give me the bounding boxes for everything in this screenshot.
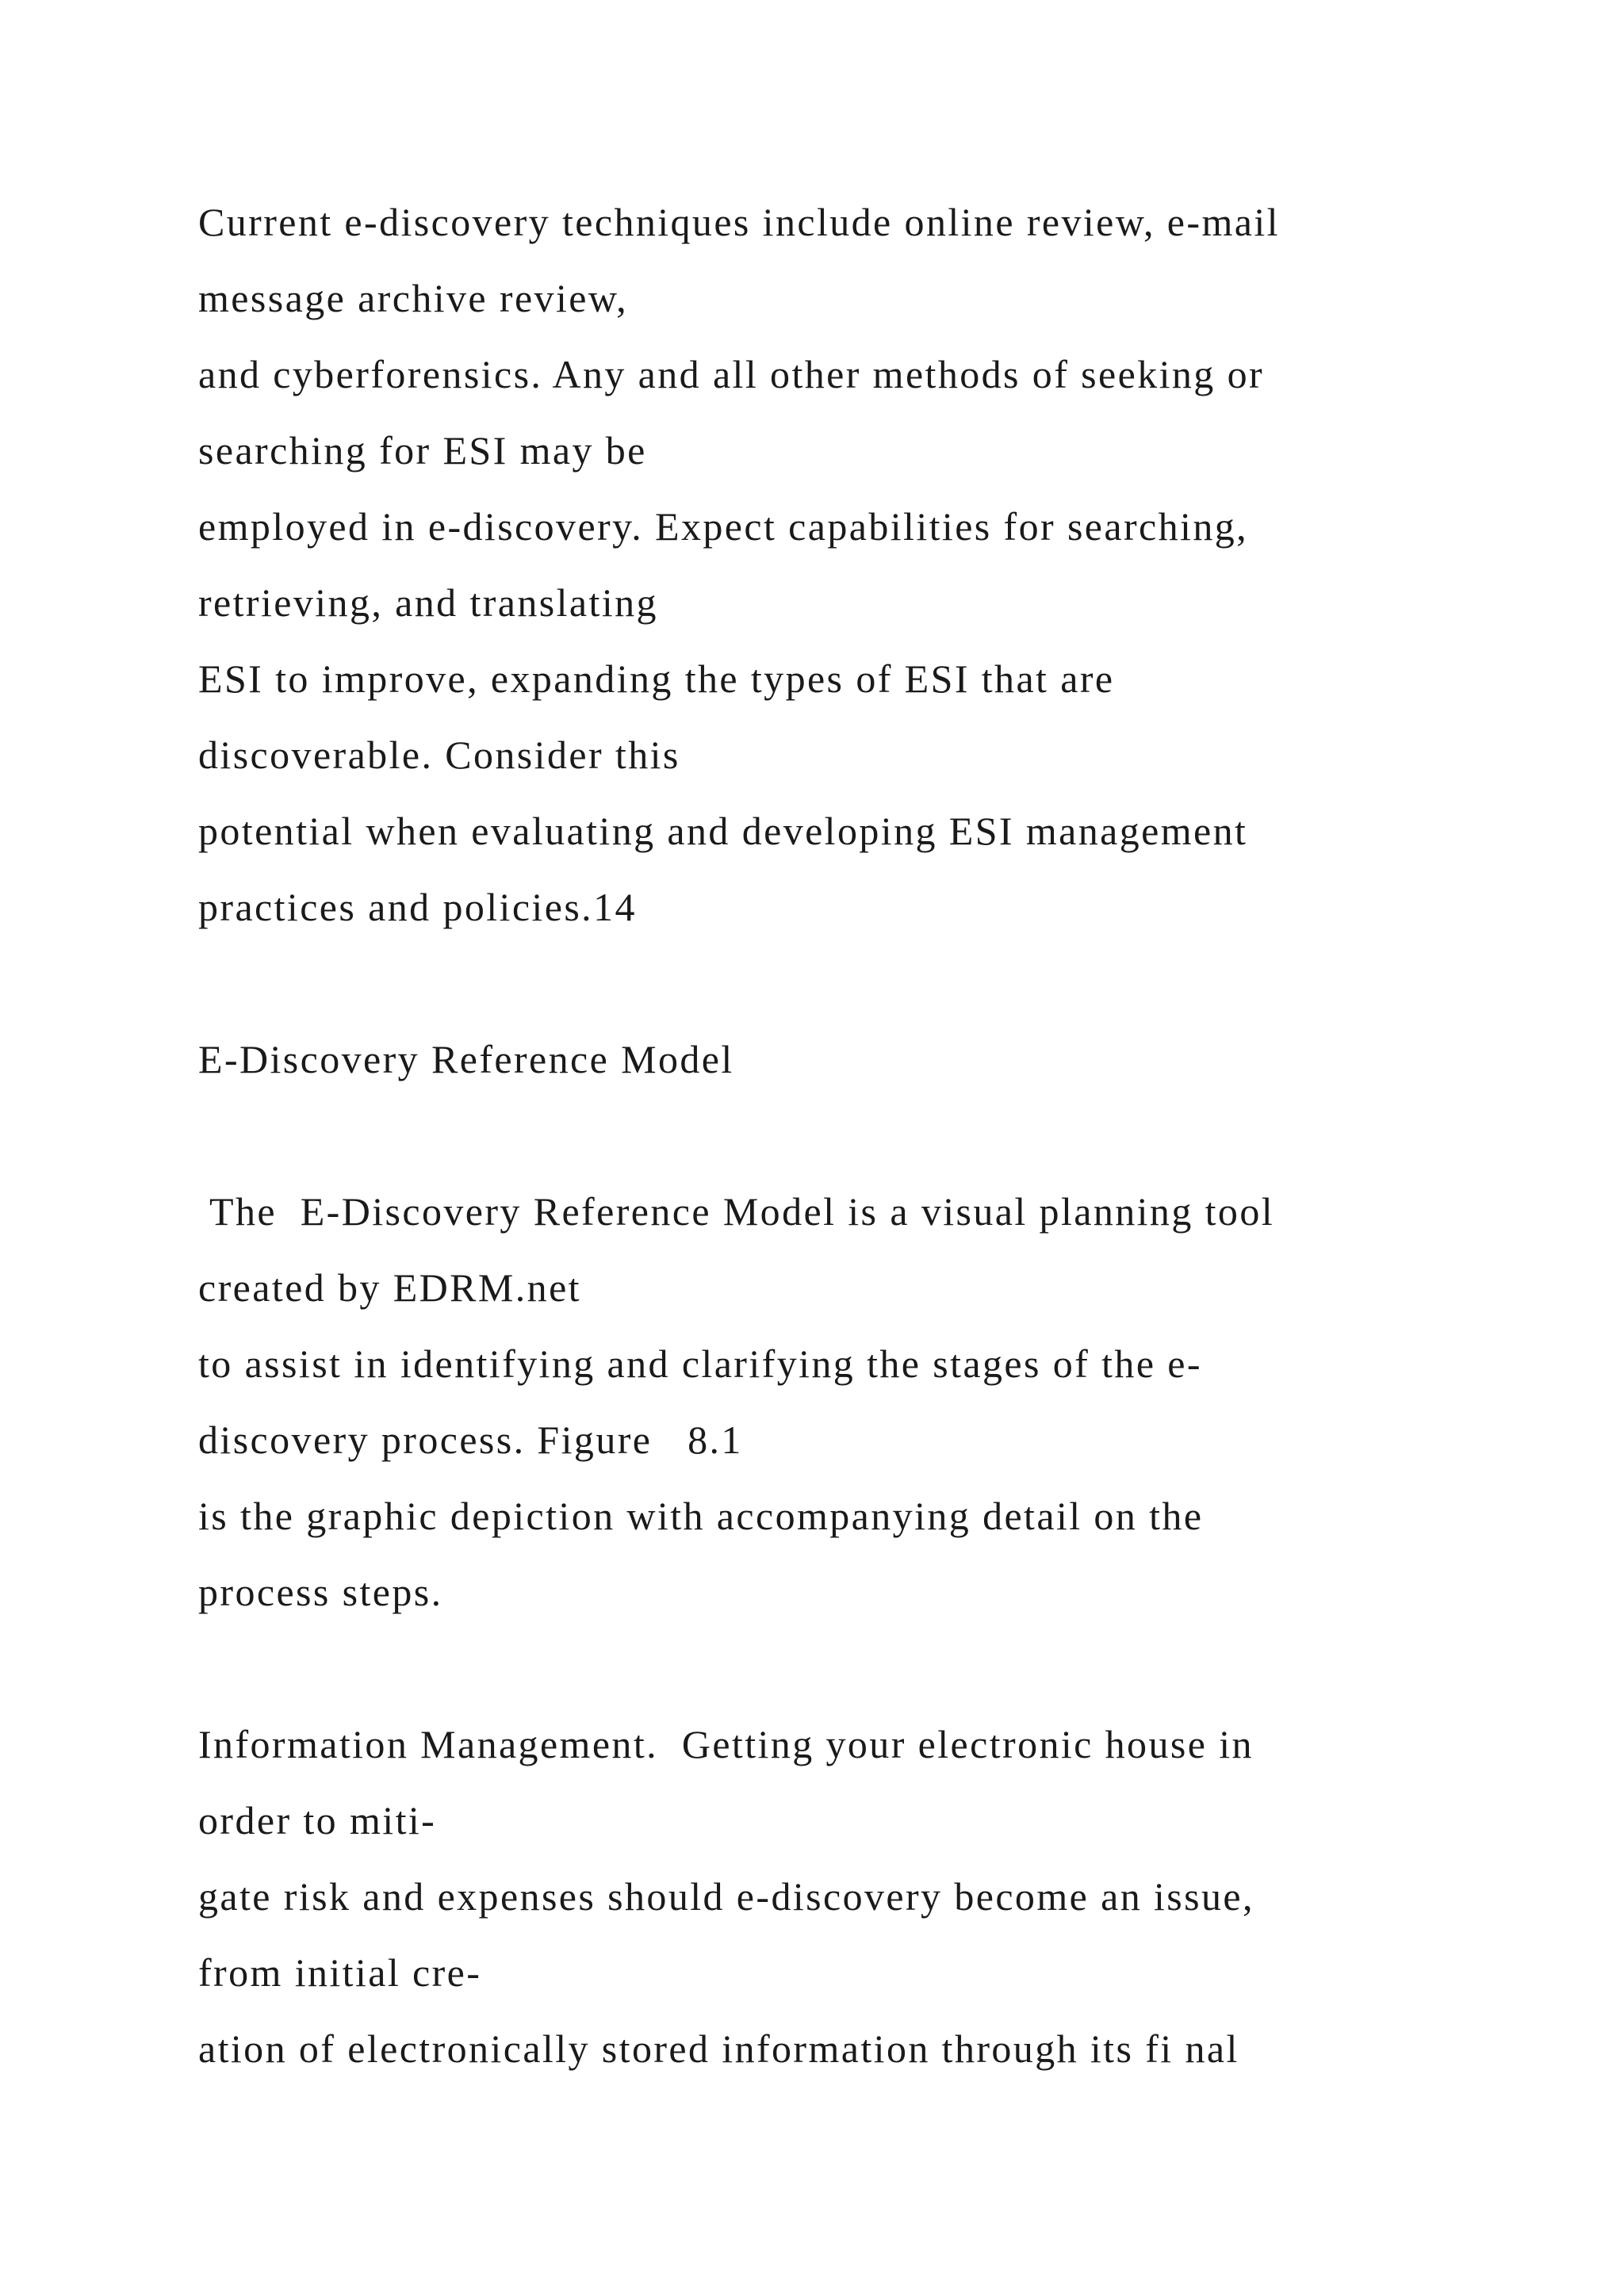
text-line: The E-Discovery Reference Model is a visual planning tool [198,1189,1275,1234]
text-line: practices and policies.14 [198,885,637,929]
text-line: searching for ESI may be [198,428,647,473]
document-body [198,184,1546,2087]
paragraph-3 [198,1706,1546,2087]
text-line: process steps. [198,1570,443,1614]
text-line: Information Management. Getting your electronic house in [198,1722,1254,1766]
blank-line [198,945,1546,1021]
text-line: message archive review, [198,276,628,320]
blank-line [198,1630,1546,1706]
text-line: ESI to improve, expanding the types of ESI that are [198,656,1115,701]
text-line: and cyberforensics. Any and all other methods of seeking or [198,352,1265,396]
blank-line [198,1097,1546,1173]
text-line: from initial cre- [198,1950,482,1995]
text-line: discoverable. Consider this [198,733,680,777]
section-heading: E-Discovery Reference Model [198,1037,734,1081]
text-line: to assist in identifying and clarifying the stages of the e- [198,1341,1202,1386]
paragraph-1 [198,184,1546,945]
text-line: is the graphic depiction with accompanying detail on the [198,1494,1204,1538]
text-line: retrieving, and translating [198,580,658,625]
text-line: created by EDRM.net [198,1265,581,1310]
text-line: Current e-discovery techniques include online review, e-mail [198,200,1280,244]
text-line: discovery process. Figure 8.1 [198,1418,743,1462]
paragraph-2 [198,1173,1546,1630]
text-line: ation of electronically stored information through its fi nal [198,2026,1239,2071]
text-line: employed in e-discovery. Expect capabilities for searching, [198,504,1249,549]
text-line: potential when evaluating and developing ESI management [198,809,1248,853]
text-line: order to miti- [198,1798,437,1843]
text-line: gate risk and expenses should e-discovery become an issue, [198,1874,1254,1919]
